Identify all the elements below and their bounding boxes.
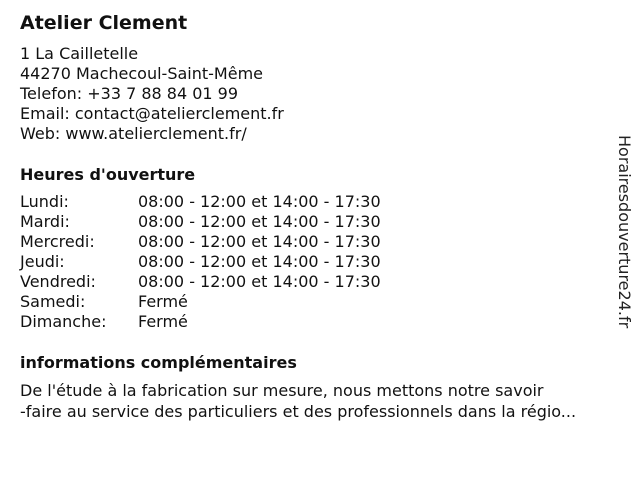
day-hours: Fermé: [138, 312, 188, 331]
address-line-street: 1 La Cailletelle: [20, 44, 139, 63]
day-label: Mercredi:: [20, 232, 95, 251]
day-label: Dimanche:: [20, 312, 107, 331]
opening-hours-table: [20, 192, 381, 332]
hours-row-tuesday: [20, 212, 381, 232]
watermark-text: Horairesdouverture24.fr: [615, 135, 634, 329]
website: Web: www.atelierclement.fr/: [20, 124, 247, 143]
phone-number: Telefon: +33 7 88 84 01 99: [20, 84, 239, 103]
hours-row-saturday: [20, 292, 381, 312]
day-label: Samedi:: [20, 292, 86, 311]
day-hours: 08:00 - 12:00 et 14:00 - 17:30: [138, 212, 381, 231]
day-label: Vendredi:: [20, 272, 96, 291]
hours-row-sunday: [20, 312, 381, 332]
email-address: Email: contact@atelierclement.fr: [20, 104, 284, 123]
hours-row-thursday: [20, 252, 381, 272]
business-card: [20, 10, 620, 422]
day-label: Jeudi:: [20, 252, 65, 271]
day-hours: Fermé: [138, 292, 188, 311]
hours-row-friday: [20, 272, 381, 292]
day-label: Mardi:: [20, 212, 70, 231]
day-hours: 08:00 - 12:00 et 14:00 - 17:30: [138, 272, 381, 291]
day-hours: 08:00 - 12:00 et 14:00 - 17:30: [138, 232, 381, 251]
day-hours: 08:00 - 12:00 et 14:00 - 17:30: [138, 252, 381, 271]
day-label: Lundi:: [20, 192, 69, 211]
additional-info-text: [20, 380, 620, 422]
address-line-city: 44270 Machecoul-Saint-Même: [20, 64, 263, 83]
opening-hours-heading: Heures d'ouverture: [20, 165, 196, 184]
day-hours: 08:00 - 12:00 et 14:00 - 17:30: [138, 192, 381, 211]
hours-row-monday: [20, 192, 381, 212]
additional-info-heading: informations complémentaires: [20, 353, 297, 372]
additional-info-line-2: -faire au service des particuliers et des professionnels dans la régio...: [20, 402, 577, 421]
additional-info-line-1: De l'étude à la fabrication sur mesure, nous mettons notre savoir: [20, 381, 544, 400]
site-watermark: [612, 135, 636, 345]
business-name: Atelier Clement: [20, 12, 188, 34]
hours-row-wednesday: [20, 232, 381, 252]
